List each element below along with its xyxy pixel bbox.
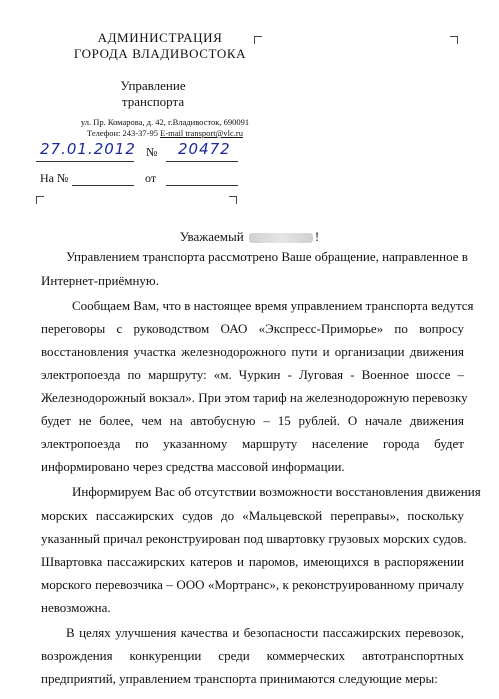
body-line: В целях улучшения качества и безопасности пассажирских перевозок, xyxy=(66,625,464,640)
department-line1: Управление xyxy=(120,78,186,93)
department-line2: транспорта xyxy=(121,94,185,109)
body-line: Управлением транспорта рассмотрено Ваше обращение, направленное в xyxy=(66,249,468,264)
salutation xyxy=(0,229,499,245)
registration-number: 20472 xyxy=(178,140,231,158)
body-line: указанный причал реконструирован под швартовку грузовых морских судов. xyxy=(41,531,467,546)
body-line: невозможна. xyxy=(41,600,111,615)
body-line: морского перевозчика – ООО «Мортранс», к реконструированному причалу xyxy=(41,577,464,592)
body-line: Швартовка пассажирских катеров и паромов, имеющихся в распоряжении xyxy=(41,554,464,569)
reference-label: На № xyxy=(40,171,69,185)
body-line: информировано через средства массовой информации. xyxy=(41,459,345,474)
date-underline xyxy=(36,160,134,162)
from-label: от xyxy=(145,171,157,185)
body-line: морских пассажирских судов до «Мальцевской переправы», поскольку xyxy=(41,508,464,523)
email-link[interactable]: E-mail transport@vlc.ru xyxy=(160,128,243,138)
phone: Телефон: 243-37-95 xyxy=(87,128,158,138)
corner-mark-mid xyxy=(229,196,237,204)
salutation-prefix: Уважаемый xyxy=(179,229,244,244)
body-line: переговоры с руководством ОАО «Экспресс-Приморье» по вопросу xyxy=(41,321,464,336)
number-sign: № xyxy=(146,145,158,159)
body-line: электропоезда по маршруту: «м. Чуркин - Луговая - Военное шоссе – xyxy=(41,367,464,382)
contact-line xyxy=(50,128,280,138)
body-line: возрождения конкуренции среди коммерческих автотранспортных xyxy=(41,648,464,663)
salutation-suffix: ! xyxy=(314,229,320,244)
body-line: Сообщаем Вам, что в настоящее время управлением транспорта ведутся xyxy=(72,298,474,313)
number-underline xyxy=(166,160,238,162)
address: ул. Пр. Комарова, д. 42, г.Владивосток, 690091 xyxy=(80,117,250,127)
org-name-line2: ГОРОДА ВЛАДИВОСТОКА xyxy=(73,46,247,61)
org-name-line1: АДМИНИСТРАЦИЯ xyxy=(97,30,223,45)
body-line: Интернет-приёмную. xyxy=(41,273,159,288)
body-line: Железнодорожный вокзал». При этом тариф на железнодорожную перевозку xyxy=(41,390,468,405)
body-line: восстановления участка железнодорожного пути и организации движения xyxy=(41,344,464,359)
body-line: будет не более, чем на автобусную – 15 рублей. О начале движения xyxy=(41,413,464,428)
body-line: Информируем Вас об отсутствии возможности восстановления движения xyxy=(72,484,481,499)
redacted-name xyxy=(249,233,313,243)
corner-mark-top-right xyxy=(450,36,458,44)
body-line: предприятий, управлением транспорта принимаются следующие меры: xyxy=(41,671,438,686)
registration-date: 27.01.2012 xyxy=(40,140,136,158)
from-underline xyxy=(166,184,238,186)
corner-mark-top xyxy=(254,36,262,44)
reference-underline xyxy=(72,184,134,186)
corner-mark-left xyxy=(36,196,44,204)
body-line: электропоезда по указанному маршруту население города будет xyxy=(41,436,464,451)
